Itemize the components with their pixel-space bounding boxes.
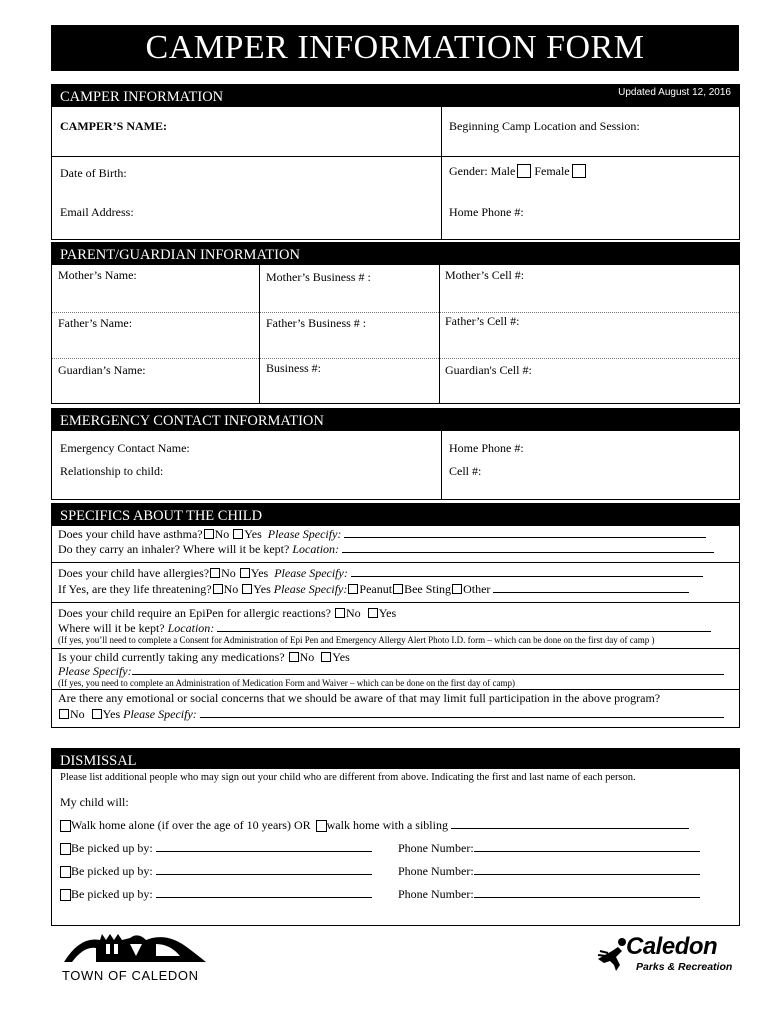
emergency-section <box>51 408 740 500</box>
phone-input-1[interactable] <box>474 841 700 852</box>
updated-date: Updated August 12, 2016 <box>618 87 731 98</box>
yes-label: Yes <box>244 527 262 541</box>
form-title: CAMPER INFORMATION FORM <box>51 25 739 71</box>
relationship-field[interactable]: Relationship to child: <box>60 464 164 478</box>
camper-info-section <box>51 84 740 240</box>
phone-label: Phone Number: <box>398 841 474 855</box>
section-header <box>52 85 739 107</box>
medications-specify-input[interactable] <box>132 664 724 675</box>
no-label: No <box>223 582 239 596</box>
walk-home-row <box>58 818 689 833</box>
pickup-checkbox-2[interactable] <box>60 866 71 878</box>
allergies-row <box>58 566 703 581</box>
pickup-checkbox-1[interactable] <box>60 843 71 855</box>
emergency-contact-field[interactable]: Emergency Contact Name: <box>60 441 190 455</box>
town-of-caledon-logo <box>60 930 210 983</box>
epipen-note: (If yes, you’ll need to complete a Consent for Administration of Epi Pen and Emergency Allergy Alert Photo I.D. form – which can be done on the first day of camp ) <box>58 635 655 645</box>
section-header: SPECIFICS ABOUT THE CHILD <box>52 504 739 526</box>
town-name: TOWN OF CALEDON <box>62 968 199 983</box>
section-header: DISMISSAL <box>52 749 739 769</box>
inhaler-question: Do they carry an inhaler? Where will it be kept? <box>58 542 290 556</box>
specify-label: Please Specify: <box>267 527 342 541</box>
phone-input-3[interactable] <box>474 887 700 898</box>
email-field[interactable]: Email Address: <box>60 205 134 219</box>
inhaler-location-input[interactable] <box>342 542 714 553</box>
specify-label: Please Specify: <box>273 582 348 596</box>
walk-sibling-label: walk home with a sibling <box>326 818 448 832</box>
no-label: No <box>221 566 236 580</box>
medications-note: (If yes, you need to complete an Administration of Medication Form and Waiver – which can be done on the first day of camp) <box>58 678 515 688</box>
pickup-name-input-3[interactable] <box>156 887 372 898</box>
gender-field <box>449 164 586 179</box>
mother-business-field[interactable]: Mother’s Business # : <box>266 270 371 284</box>
phone-label: Phone Number: <box>398 887 474 901</box>
specify-label: Please Specify: <box>123 707 197 721</box>
phone-row-2 <box>398 864 700 879</box>
male-checkbox[interactable] <box>517 164 531 178</box>
camp-location-field[interactable]: Beginning Camp Location and Session: <box>449 119 640 133</box>
asthma-row <box>58 527 706 542</box>
asthma-specify-input[interactable] <box>344 527 706 538</box>
bee-sting-label: Bee Sting <box>404 582 452 596</box>
guardian-cell-field[interactable]: Guardian's Cell #: <box>445 363 532 377</box>
epipen-question: Does your child require an EpiPen for allergic reactions? <box>58 606 332 620</box>
life-threat-no-checkbox[interactable] <box>213 584 223 594</box>
allergies-no-checkbox[interactable] <box>210 568 220 578</box>
yes-label: Yes <box>332 650 350 664</box>
other-label: Other <box>463 582 491 596</box>
inhaler-row <box>58 542 714 557</box>
no-label: No <box>70 707 85 721</box>
my-child-label: My child will: <box>60 795 129 809</box>
other-checkbox[interactable] <box>452 584 462 594</box>
pickup-label: Be picked up by: <box>71 887 153 901</box>
father-name-field[interactable]: Father’s Name: <box>58 316 133 330</box>
epipen-location-input[interactable] <box>217 621 711 632</box>
pickup-row-1 <box>58 841 372 856</box>
location-label: Location: <box>292 542 340 556</box>
camper-name-field[interactable]: CAMPER’S NAME: <box>60 119 167 133</box>
epipen-location-row <box>58 621 711 636</box>
section-header-label: CAMPER INFORMATION <box>60 89 224 105</box>
peanut-checkbox[interactable] <box>348 584 358 594</box>
mother-cell-field[interactable]: Mother’s Cell #: <box>445 268 525 282</box>
dismissal-section <box>51 748 740 926</box>
guardian-name-field[interactable]: Guardian’s Name: <box>58 363 146 377</box>
no-label: No <box>346 606 361 620</box>
runner-icon <box>596 935 630 973</box>
pickup-label: Be picked up by: <box>71 864 153 878</box>
female-checkbox[interactable] <box>572 164 586 178</box>
medications-question: Is your child currently taking any medications? <box>58 650 285 664</box>
home-phone-field[interactable]: Home Phone #: <box>449 205 524 219</box>
walk-alone-label: Walk home alone (if over the age of 10 years) OR <box>71 818 311 832</box>
allergies-yes-checkbox[interactable] <box>240 568 250 578</box>
section-header: EMERGENCY CONTACT INFORMATION <box>52 409 739 431</box>
life-threat-question: If Yes, are they life threatening? <box>58 582 212 596</box>
phone-row-3 <box>398 887 700 902</box>
walk-sibling-checkbox[interactable] <box>316 820 327 832</box>
pickup-checkbox-3[interactable] <box>60 889 71 901</box>
section-header: PARENT/GUARDIAN INFORMATION <box>52 243 739 265</box>
father-cell-field[interactable]: Father’s Cell #: <box>445 314 520 328</box>
medications-yes-checkbox[interactable] <box>321 652 331 662</box>
phone-label: Phone Number: <box>398 864 474 878</box>
yes-label: Yes <box>253 582 271 596</box>
emotional-answer-row <box>58 707 724 722</box>
asthma-no-checkbox[interactable] <box>204 529 214 539</box>
pickup-row-3 <box>58 887 372 902</box>
brand-name: Caledon <box>626 933 718 960</box>
peanut-label: Peanut <box>359 582 393 596</box>
bee-sting-checkbox[interactable] <box>393 584 403 594</box>
epipen-row <box>58 606 396 621</box>
gender-female-label: Female <box>534 164 570 178</box>
phone-input-2[interactable] <box>474 864 700 875</box>
sibling-name-input[interactable] <box>451 818 689 829</box>
specify-label: Please Specify: <box>274 566 348 580</box>
pickup-label: Be picked up by: <box>71 841 153 855</box>
emergency-home-phone-field[interactable]: Home Phone #: <box>449 441 524 455</box>
phone-row-1 <box>398 841 700 856</box>
medications-row <box>58 650 350 665</box>
pickup-name-input-2[interactable] <box>156 864 372 875</box>
yes-label: Yes <box>378 606 397 620</box>
specifics-section <box>51 503 740 728</box>
location-label: Location: <box>167 621 215 635</box>
gender-male-label: Gender: Male <box>449 164 516 178</box>
emotional-no-checkbox[interactable] <box>59 709 69 719</box>
no-label: No <box>299 650 315 664</box>
mother-name-field[interactable]: Mother’s Name: <box>58 268 137 282</box>
life-threat-yes-checkbox[interactable] <box>242 584 252 594</box>
pickup-name-input-1[interactable] <box>156 841 372 852</box>
town-skyline-icon <box>60 930 210 964</box>
specify-label: Please Specify: <box>58 664 132 678</box>
dismissal-instructions: Please list additional people who may sign out your child who are different from above. Indicating the first and last name of each person. <box>60 772 636 783</box>
epipen-no-checkbox[interactable] <box>335 608 345 618</box>
asthma-question: Does your child have asthma? <box>58 527 203 541</box>
emotional-specify-input[interactable] <box>200 707 724 718</box>
emotional-yes-checkbox[interactable] <box>92 709 102 719</box>
guardian-business-field[interactable]: Business #: <box>266 361 322 375</box>
emotional-row: Are there any emotional or social concerns that we should be aware of that may limit full participation in the above program? <box>58 691 661 705</box>
yes-label: Yes <box>250 566 269 580</box>
yes-label: Yes <box>102 707 121 721</box>
walk-alone-checkbox[interactable] <box>60 820 71 832</box>
father-business-field[interactable]: Father’s Business # : <box>266 316 367 330</box>
life-threat-row <box>58 582 689 597</box>
epipen-yes-checkbox[interactable] <box>368 608 378 618</box>
medications-specify-row <box>58 664 724 679</box>
pickup-row-2 <box>58 864 372 879</box>
where-kept-label: Where will it be kept? <box>58 621 165 635</box>
caledon-parks-logo <box>596 935 736 975</box>
brand-subtitle: Parks & Recreation <box>636 961 733 973</box>
asthma-yes-checkbox[interactable] <box>233 529 243 539</box>
allergies-specify-input[interactable] <box>351 566 703 577</box>
medications-no-checkbox[interactable] <box>289 652 299 662</box>
parent-info-section <box>51 242 740 404</box>
other-input[interactable] <box>493 582 689 593</box>
allergies-question: Does your child have allergies? <box>58 566 210 580</box>
dob-field[interactable]: Date of Birth: <box>60 166 127 180</box>
emergency-cell-field[interactable]: Cell #: <box>449 464 482 478</box>
no-label: No <box>214 527 230 541</box>
